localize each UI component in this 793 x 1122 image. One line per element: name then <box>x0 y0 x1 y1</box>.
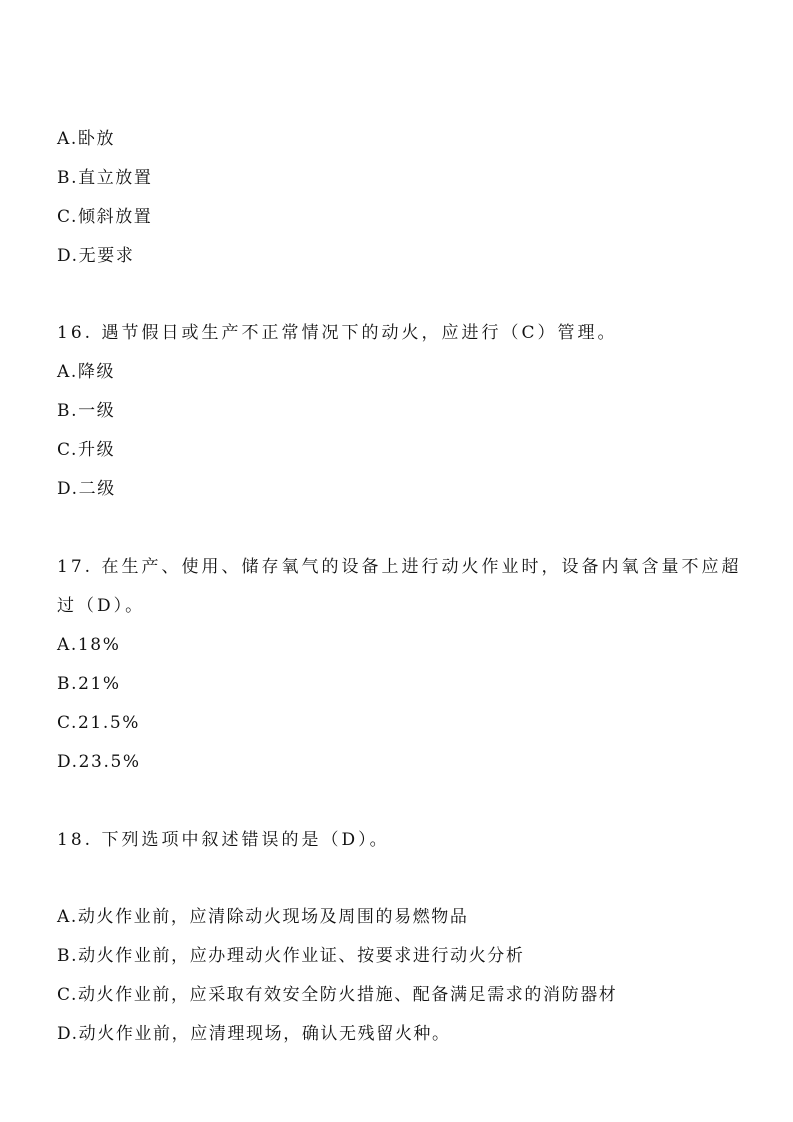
q18-option-b: B.动火作业前，应办理动火作业证、按要求进行动火分析 <box>57 946 525 966</box>
q17-option-c: C.21.5% <box>57 713 141 733</box>
q17-option-d: D.23.5% <box>57 752 141 772</box>
q16-option-a: A.降级 <box>57 362 116 382</box>
q16-option-b: B.一级 <box>57 401 116 421</box>
q16-option-c: C.升级 <box>57 440 116 460</box>
q17-option-a: A.18% <box>57 635 121 655</box>
q18-option-c: C.动火作业前，应采取有效安全防火措施、配备满足需求的消防器材 <box>57 985 618 1005</box>
q16-option-d: D.二级 <box>57 479 116 499</box>
q17-option-b: B.21% <box>57 674 121 694</box>
q16-question: 16. 遇节假日或生产不正常情况下的动火，应进行（C）管理。 <box>57 323 618 343</box>
q17-question-line2: 过（D）。 <box>57 596 146 616</box>
q15-option-c: C.倾斜放置 <box>57 207 153 227</box>
q18-question: 18. 下列选项中叙述错误的是（D）。 <box>57 830 390 850</box>
q15-option-d: D.无要求 <box>57 246 135 266</box>
q15-option-a: A.卧放 <box>57 129 116 149</box>
q18-option-a: A.动火作业前，应清除动火现场及周围的易燃物品 <box>57 907 469 927</box>
q17-question-line1: 17. 在生产、使用、储存氧气的设备上进行动火作业时，设备内氧含量不应超 <box>57 557 742 577</box>
q18-option-d: D.动火作业前，应清理现场，确认无残留火种。 <box>57 1024 451 1044</box>
q15-option-b: B.直立放置 <box>57 168 153 188</box>
